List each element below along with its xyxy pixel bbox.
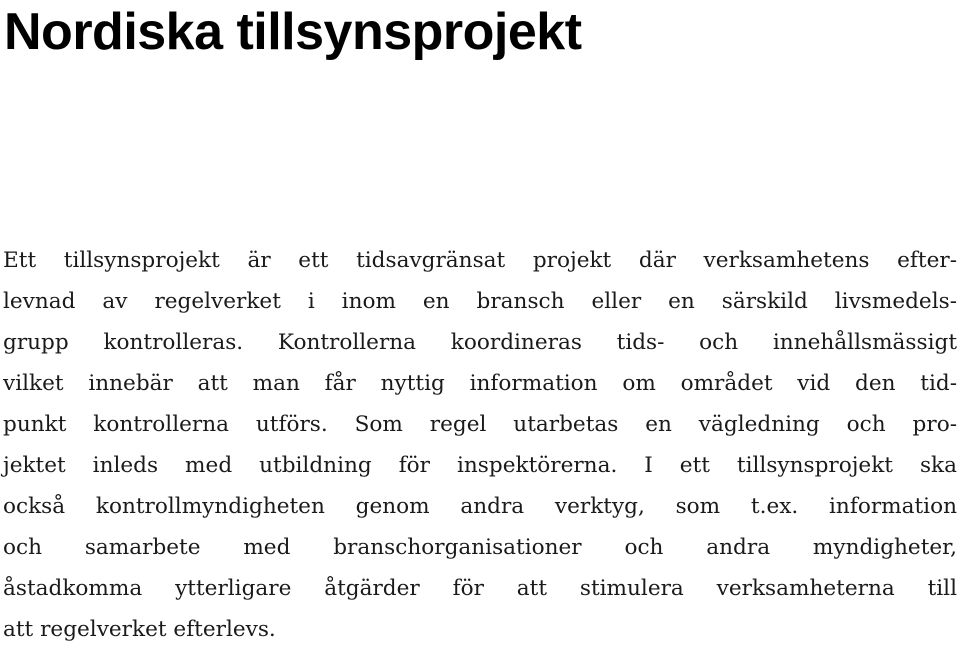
paragraph-line: jektet inleds med utbildning för inspektörerna. I ett tillsynsprojekt ska (3, 453, 957, 478)
paragraph-line: och samarbete med branschorganisationer och andra myndigheter, (3, 535, 957, 560)
body-paragraph (3, 240, 957, 650)
paragraph-line: vilket innebär att man får nyttig information om området vid den tid- (3, 371, 957, 396)
page-title: Nordiska tillsynsprojekt (4, 3, 582, 61)
paragraph-line: grupp kontrolleras. Kontrollerna koordineras tids- och innehållsmässigt (3, 330, 957, 355)
paragraph-line: levnad av regelverket i inom en bransch eller en särskild livsmedels- (3, 289, 957, 314)
paragraph-line: att regelverket efterlevs. (3, 617, 276, 642)
paragraph-line: Ett tillsynsprojekt är ett tidsavgränsat projekt där verksamhetens efter- (3, 248, 957, 273)
paragraph-line: åstadkomma ytterligare åtgärder för att stimulera verksamheterna till (3, 576, 957, 601)
paragraph-line: också kontrollmyndigheten genom andra verktyg, som t.ex. information (3, 494, 957, 519)
paragraph-line: punkt kontrollerna utförs. Som regel utarbetas en vägledning och pro- (3, 412, 957, 437)
